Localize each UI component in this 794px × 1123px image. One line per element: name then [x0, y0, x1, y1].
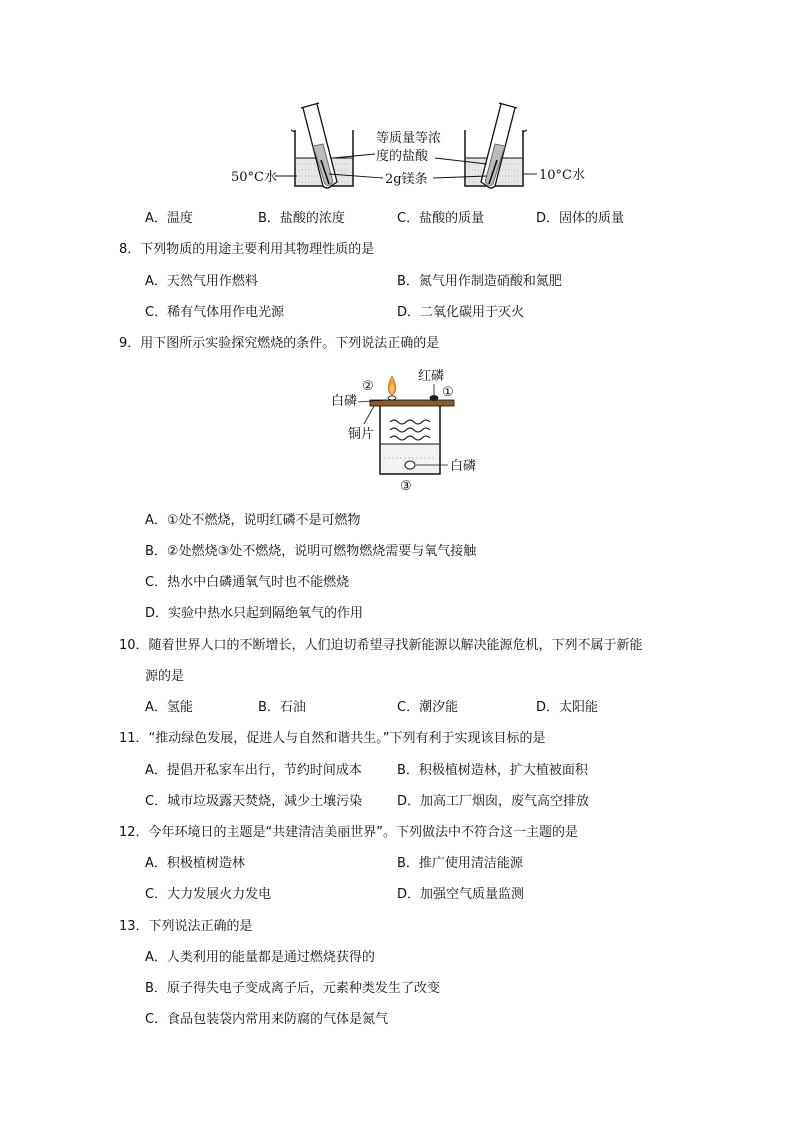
q13-option-b: B．原子得失电子变成离子后，元素种类发生了改变 — [145, 981, 440, 996]
q8-option-d: D．二氧化碳用于灭火 — [397, 305, 525, 320]
q13-option-c: C．食品包装袋内常用来防腐的气体是氮气 — [145, 1012, 389, 1027]
label-copper: 铜片 — [348, 427, 375, 442]
q10-stem-line2: 源的是 — [145, 669, 185, 684]
q10-option-d: D．太阳能 — [536, 700, 599, 715]
mark-3: ③ — [400, 479, 412, 494]
label-mg: 2g镁条 — [385, 172, 428, 187]
q7-beaker-figure — [225, 100, 595, 192]
label-left-water: 50°C水 — [231, 170, 277, 185]
mark-2: ② — [362, 379, 374, 394]
q7-option-a: A．温度 — [145, 211, 193, 226]
mark-1: ① — [442, 385, 454, 400]
q12-stem: 12．今年环境日的主题是“共建清洁美丽世界”。下列做法中不符合这一主题的是 — [119, 825, 579, 840]
q12-option-b: B．推广使用清洁能源 — [397, 856, 523, 871]
label-white-phosphorus-top: 白磷 — [331, 394, 358, 409]
q7-option-c: C．盐酸的质量 — [397, 211, 485, 226]
q9-stem: 9．用下图所示实验探究燃烧的条件。下列说法正确的是 — [119, 336, 440, 351]
q7-option-d: D．固体的质量 — [536, 211, 625, 226]
q9-combustion-figure — [328, 362, 488, 496]
q12-option-c: C．大力发展火力发电 — [145, 887, 272, 902]
q10-option-c: C．潮汐能 — [397, 700, 459, 715]
q12-option-d: D．加强空气质量监测 — [397, 887, 525, 902]
label-white-phosphorus-bottom: 白磷 — [450, 459, 477, 474]
q8-option-c: C．稀有气体用作电光源 — [145, 305, 285, 320]
q9-option-d: D．实验中热水只起到隔绝氧气的作用 — [145, 606, 364, 621]
q9-option-c: C．热水中白磷通氧气时也不能燃烧 — [145, 575, 350, 590]
q11-option-a: A．提倡开私家车出行，节约时间成本 — [145, 763, 362, 778]
label-acid-line2: 度的盐酸 — [376, 149, 429, 164]
label-right-water: 10°C水 — [539, 168, 585, 183]
label-acid-line1: 等质量等浓 — [376, 131, 442, 146]
q7-option-b: B．盐酸的浓度 — [258, 211, 345, 226]
q11-option-c: C．城市垃圾露天焚烧，减少土壤污染 — [145, 794, 363, 809]
q8-option-b: B．氮气用作制造硝酸和氮肥 — [397, 274, 562, 289]
q8-option-a: A．天然气用作燃料 — [145, 274, 258, 289]
q12-option-a: A．积极植树造林 — [145, 856, 245, 871]
q8-stem: 8．下列物质的用途主要利用其物理性质的是 — [119, 242, 375, 257]
q10-option-b: B．石油 — [258, 700, 306, 715]
q9-option-a: A．①处不燃烧，说明红磷不是可燃物 — [145, 513, 361, 528]
right-beaker — [465, 103, 527, 188]
q13-option-a: A．人类利用的能量都是通过燃烧获得的 — [145, 950, 375, 965]
q11-option-b: B．积极植树造林，扩大植被面积 — [397, 763, 588, 778]
q11-stem: 11．“推动绿色发展，促进人与自然和谐共生。”下列有利于实现该目标的是 — [119, 731, 546, 746]
q13-stem: 13．下列说法正确的是 — [119, 919, 253, 934]
q11-option-d: D．加高工厂烟囱，废气高空排放 — [397, 794, 590, 809]
q10-stem-line1: 10．随着世界人口的不断增长，人们迫切希望寻找新能源以解决能源危机，下列不属于新能 — [119, 638, 643, 653]
q9-option-b: B．②处燃烧③处不燃烧，说明可燃物燃烧需要与氧气接触 — [145, 544, 477, 559]
q10-option-a: A．氢能 — [145, 700, 193, 715]
label-red-phosphorus: 红磷 — [418, 369, 445, 384]
